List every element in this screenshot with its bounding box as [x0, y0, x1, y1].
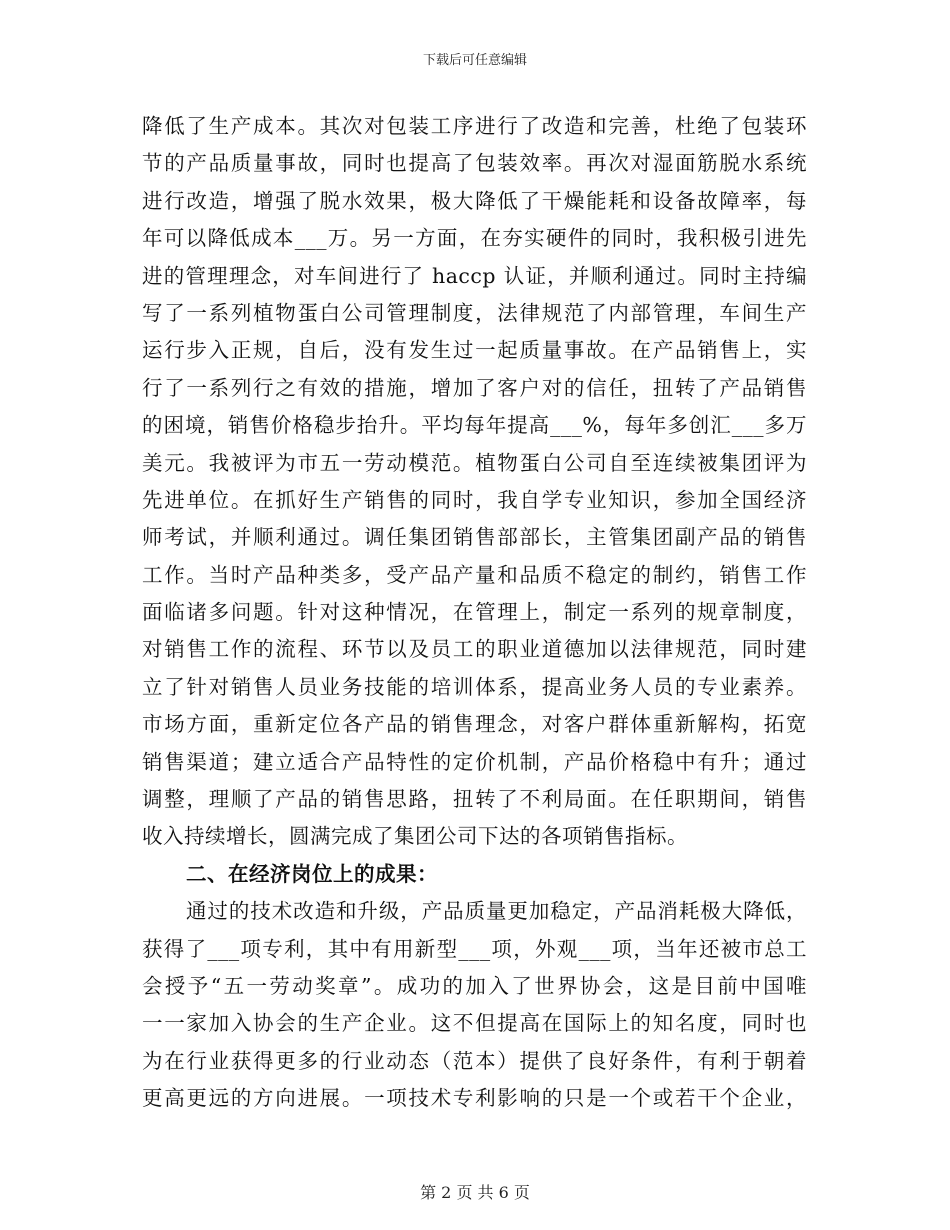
text-line: 师考试，并顺利通过。调任集团销售部部长，主管集团副产品的销售: [142, 525, 807, 550]
text-line: 进的管理理念，对车间进行了 haccp 认证，并顺利通过。同时主持编: [142, 263, 807, 288]
text-line: 一一家加入协会的生产企业。这不但提高在国际上的知名度，同时也: [142, 1011, 807, 1036]
text-line: 会授予“五一劳动奖章”。成功的加入了世界协会，这是目前中国唯: [142, 973, 807, 998]
text-line: 立了针对销售人员业务技能的培训体系，提高业务人员的专业素养。: [142, 674, 807, 699]
text-line: 收入持续增长，圆满完成了集团公司下达的各项销售指标。: [142, 824, 688, 849]
text-line: 面临诸多问题。针对这种情况，在管理上，制定一系列的规章制度，: [142, 600, 807, 625]
text-line: 节的产品质量事故，同时也提高了包装效率。再次对湿面筋脱水系统: [142, 151, 807, 176]
text-line: 进行改造，增强了脱水效果，极大降低了干燥能耗和设备故障率，每: [142, 188, 807, 213]
text-line: 更高更远的方向进展。一项技术专利影响的只是一个或若干个企业，: [142, 1086, 807, 1111]
text-line: 销售渠道；建立适合产品特性的定价机制，产品价格稳中有升；通过: [142, 749, 807, 774]
text-line: 市场方面，重新定位各产品的销售理念，对客户群体重新解构，拓宽: [142, 712, 807, 737]
text-line: 获得了___项专利，其中有用新型___项，外观___项，当年还被市总工: [142, 936, 807, 961]
section-heading: 二、在经济岗位上的成果：: [186, 861, 438, 886]
text-line: 美元。我被评为市五一劳动模范。植物蛋白公司自至连续被集团评为: [142, 450, 807, 475]
text-line: 通过的技术改造和升级，产品质量更加稳定，产品消耗极大降低，: [186, 899, 807, 924]
text-line: 的困境，销售价格稳步抬升。平均每年提高___%，每年多创汇___多万: [142, 413, 807, 438]
page-header: 下载后可任意编辑: [422, 53, 527, 68]
text-line: 对销售工作的流程、环节以及员工的职业道德加以法律规范，同时建: [142, 637, 807, 662]
text-line: 写了一系列植物蛋白公司管理制度，法律规范了内部管理，车间生产: [142, 300, 807, 325]
text-line: 调整，理顺了产品的销售思路，扭转了不利局面。在任职期间，销售: [142, 787, 807, 812]
text-line: 降低了生产成本。其次对包装工序进行了改造和完善，杜绝了包装环: [142, 114, 807, 138]
text-line: 先进单位。在抓好生产销售的同时，我自学专业知识，参加全国经济: [142, 487, 807, 512]
text-line: 行了一系列行之有效的措施，增加了客户对的信任，扭转了产品销售: [142, 375, 807, 400]
text-line: 年可以降低成本___万。另一方面，在夯实硬件的同时，我积极引进先: [142, 226, 807, 251]
text-line: 运行步入正规，自后，没有发生过一起质量事故。在产品销售上，实: [142, 338, 807, 363]
text-line: 工作。当时产品种类多，受产品产量和品质不稳定的制约，销售工作: [142, 562, 807, 587]
page-number: 第 2 页 共 6 页: [420, 1183, 530, 1202]
text-line: 为在行业获得更多的行业动态（范本）提供了良好条件，有利于朝着: [142, 1048, 807, 1073]
document-body: [142, 108, 807, 1118]
